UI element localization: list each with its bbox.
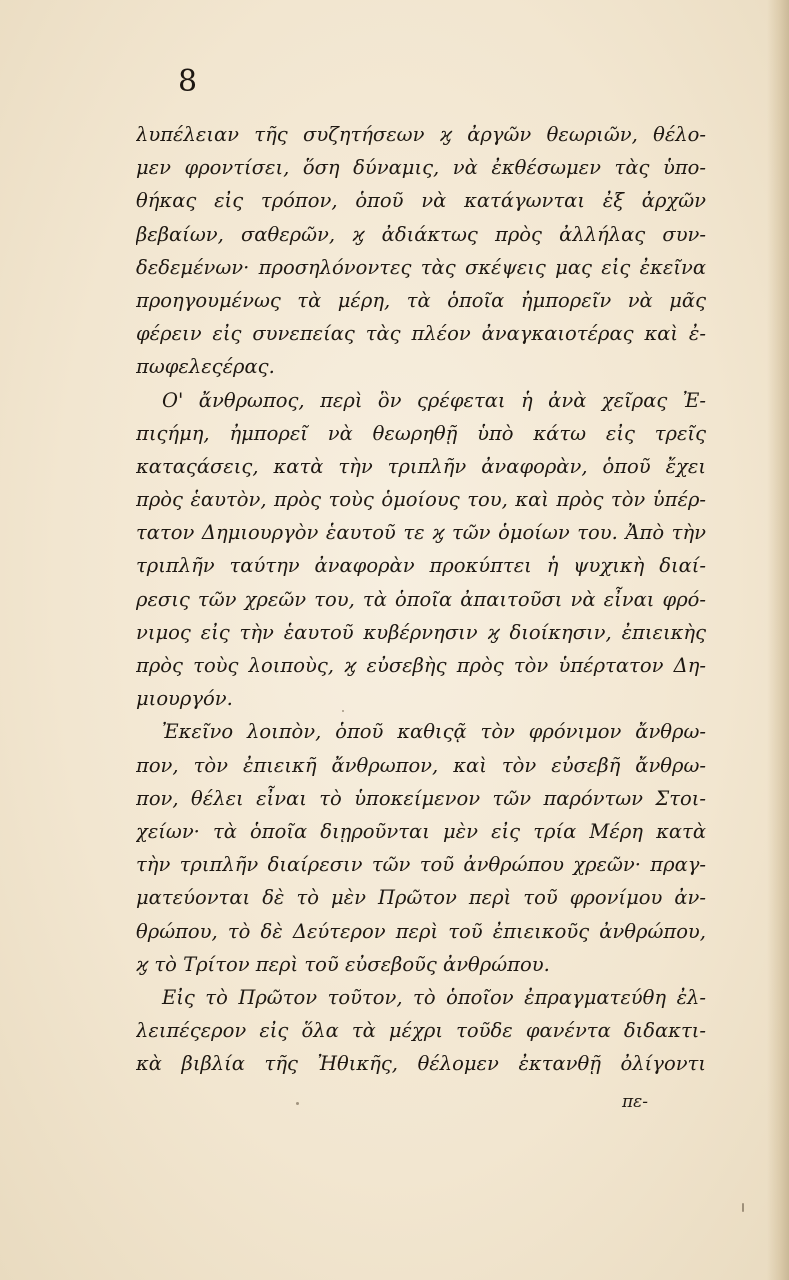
text-line: βεβαίων, σαθερῶν, ϗ ἀδιάκτως πρὸς ἀλλήλας συν-	[136, 222, 706, 246]
text-line: Ο' ἄνθρωπος, περὶ ὃν ςρέφεται ἡ ἀνὰ χεῖρας Ἐ-	[162, 388, 706, 412]
text-line: ρεσις τῶν χρεῶν του, τὰ ὁποῖα ἀπαιτοῦσι νὰ εἶναι φρό-	[136, 587, 706, 611]
page-edge-shadow	[767, 0, 789, 1280]
paper-speck	[342, 710, 344, 712]
text-line: ϗ τὸ Τρίτον περὶ τοῦ εὐσεβοῦς ἀνθρώπου.	[136, 952, 550, 976]
text-line: πον, τὸν ἐπιεικῆ ἄνθρωπον, καὶ τὸν εὐσεβῆ ἄνθρω-	[136, 753, 706, 777]
paragraph-4	[136, 981, 706, 1081]
text-line: θρώπου, τὸ δὲ Δεύτερον περὶ τοῦ ἐπιεικοῦς ἀνθρώπου,	[136, 919, 706, 943]
text-line: τὴν τριπλῆν διαίρεσιν τῶν τοῦ ἀνθρώπου χρεῶν· πραγ-	[136, 853, 706, 877]
text-line: κὰ βιβλία τῆς Ἠθικῆς, θέλομεν ἐκτανθῇ ὀλίγοντι	[136, 1052, 706, 1076]
text-line: μιουργόν.	[136, 687, 233, 711]
paragraph-3	[136, 715, 706, 981]
text-line: τριπλῆν ταύτην ἀναφορὰν προκύπτει ἡ ψυχικὴ διαί-	[136, 554, 706, 578]
body-text	[136, 118, 706, 1080]
text-line: πρὸς ἑαυτὸν, πρὸς τοὺς ὁμοίους του, καὶ πρὸς τὸν ὑπέρ-	[136, 488, 706, 512]
paper-speck	[296, 1102, 299, 1105]
paragraph-1	[136, 118, 706, 384]
text-line: μεν φροντίσει, ὅση δύναμις, νὰ ἐκθέσωμεν τὰς ὑπο-	[136, 156, 706, 180]
text-line: λυπέλειαν τῆς συζητήσεων ϗ ἀργῶν θεωριῶν, θέλο-	[136, 123, 706, 146]
text-line: ματεύονται δὲ τὸ μὲν Πρῶτον περὶ τοῦ φρονίμου ἀν-	[136, 886, 706, 910]
text-line: τατον Δημιουργὸν ἑαυτοῦ τε ϗ τῶν ὁμοίων του. Ἀπὸ τὴν	[136, 521, 706, 545]
text-line: προηγουμένως τὰ μέρη, τὰ ὁποῖα ἠμπορεῖν νὰ μᾶς	[136, 288, 706, 312]
text-line: πρὸς τοὺς λοιποὺς, ϗ εὐσεβὴς πρὸς τὸν ὑπέρτατον Δη-	[136, 654, 706, 677]
text-line: χείων· τὰ ὁποῖα διῃροῦνται μὲν εἰς τρία Μέρη κατὰ	[136, 819, 706, 843]
text-line: νιμος εἰς τὴν ἑαυτοῦ κυβέρνησιν ϗ διοίκησιν, ἐπιεικὴς	[136, 620, 706, 644]
page-number: 8	[178, 64, 198, 99]
text-line: Εἰς τὸ Πρῶτον τοῦτον, τὸ ὁποῖον ἐπραγματεύθη ἐλ-	[162, 985, 706, 1009]
text-line: πον, θέλει εἶναι τὸ ὑποκείμενον τῶν παρόντων Στοι-	[136, 786, 706, 810]
text-line: φέρειν εἰς συνεπείας τὰς πλέον ἀναγκαιοτέρας καὶ ἐ-	[136, 322, 706, 346]
text-line: πιςήμη, ἠμπορεῖ νὰ θεωρηθῇ ὑπὸ κάτω εἰς τρεῖς	[136, 421, 706, 445]
text-line: θήκας εἰς τρόπον, ὁποῦ νὰ κατάγωνται ἐξ ἀρχῶν	[136, 189, 706, 213]
text-line: Ἐκεῖνο λοιπὸν, ὁποῦ καθιςᾷ τὸν φρόνιμον ἄνθρω-	[162, 720, 706, 744]
catchword: πε-	[622, 1092, 649, 1112]
text-line: δεδεμένων· προσηλόνοντες τὰς σκέψεις μας εἰς ἐκεῖνα	[136, 255, 706, 279]
text-line: πωφελεςέρας.	[136, 355, 275, 379]
paragraph-2	[136, 384, 706, 716]
paper-speck	[742, 1203, 744, 1212]
text-line: λειπέςερον εἰς ὅλα τὰ μέχρι τοῦδε φανέντα διδακτι-	[136, 1019, 706, 1043]
text-line: καταςάσεις, κατὰ τὴν τριπλῆν ἀναφορὰν, ὁποῦ ἔχει	[136, 454, 706, 478]
